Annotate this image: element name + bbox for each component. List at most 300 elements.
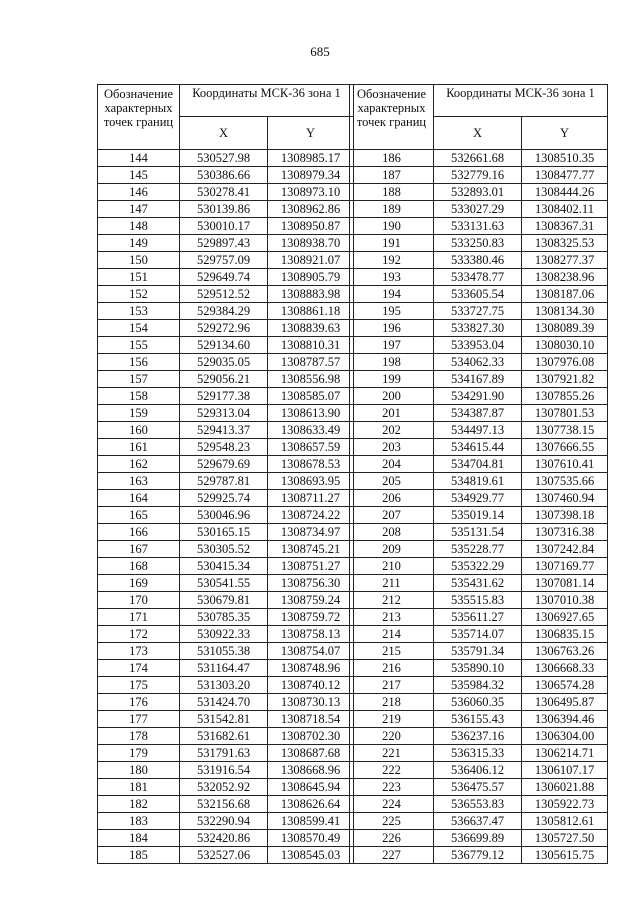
- coordinates-table-right: [349, 84, 608, 864]
- y-coordinate-cell: 1308585.07: [268, 388, 354, 405]
- table-row: [350, 779, 608, 796]
- point-number-cell: 194: [350, 286, 434, 303]
- x-coordinate-cell: 530785.35: [180, 609, 268, 626]
- table-row: [98, 575, 354, 592]
- table-row: [98, 711, 354, 728]
- y-coordinate-cell: 1308030.10: [522, 337, 608, 354]
- x-coordinate-cell: 534387.87: [434, 405, 522, 422]
- y-coordinate-cell: 1308758.13: [268, 626, 354, 643]
- x-coordinate-cell: 530139.86: [180, 201, 268, 218]
- x-coordinate-cell: 531682.61: [180, 728, 268, 745]
- point-number-cell: 192: [350, 252, 434, 269]
- x-coordinate-cell: 529787.81: [180, 473, 268, 490]
- table-row: [98, 779, 354, 796]
- table-row: [98, 592, 354, 609]
- x-coordinate-cell: 529035.05: [180, 354, 268, 371]
- x-coordinate-cell: 536060.35: [434, 694, 522, 711]
- x-coordinate-cell: 534819.61: [434, 473, 522, 490]
- point-number-cell: 219: [350, 711, 434, 728]
- y-coordinate-cell: 1308748.96: [268, 660, 354, 677]
- table-row: [350, 762, 608, 779]
- point-number-cell: 215: [350, 643, 434, 660]
- point-number-cell: 170: [98, 592, 180, 609]
- y-coordinate-cell: 1306304.00: [522, 728, 608, 745]
- y-coordinate-cell: 1308693.95: [268, 473, 354, 490]
- x-coordinate-cell: 529313.04: [180, 405, 268, 422]
- y-coordinate-cell: 1308277.37: [522, 252, 608, 269]
- table-row: [350, 456, 608, 473]
- table-row: [98, 354, 354, 371]
- table-row: [98, 796, 354, 813]
- x-coordinate-cell: 531055.38: [180, 643, 268, 660]
- point-number-cell: 180: [98, 762, 180, 779]
- table-row: [350, 405, 608, 422]
- x-coordinate-cell: 536779.12: [434, 847, 522, 864]
- table-row: [350, 830, 608, 847]
- y-coordinate-cell: 1307801.53: [522, 405, 608, 422]
- x-coordinate-cell: 530278.41: [180, 184, 268, 201]
- y-coordinate-cell: 1308718.54: [268, 711, 354, 728]
- point-number-cell: 147: [98, 201, 180, 218]
- point-number-cell: 209: [350, 541, 434, 558]
- point-number-cell: 224: [350, 796, 434, 813]
- point-number-cell: 195: [350, 303, 434, 320]
- y-coordinate-cell: 1308657.59: [268, 439, 354, 456]
- table-row: [98, 218, 354, 235]
- point-number-cell: 168: [98, 558, 180, 575]
- y-coordinate-cell: 1307738.15: [522, 422, 608, 439]
- x-coordinate-cell: 529679.69: [180, 456, 268, 473]
- x-coordinate-cell: 532290.94: [180, 813, 268, 830]
- y-coordinate-cell: 1307010.38: [522, 592, 608, 609]
- y-coordinate-cell: 1308979.34: [268, 167, 354, 184]
- table-row: [350, 796, 608, 813]
- y-coordinate-cell: 1308556.98: [268, 371, 354, 388]
- y-coordinate-cell: 1307921.82: [522, 371, 608, 388]
- table-row: [350, 388, 608, 405]
- table-row: [350, 643, 608, 660]
- y-coordinate-cell: 1306668.33: [522, 660, 608, 677]
- x-coordinate-cell: 535515.83: [434, 592, 522, 609]
- table-row: [98, 694, 354, 711]
- x-coordinate-cell: 534167.89: [434, 371, 522, 388]
- point-number-cell: 153: [98, 303, 180, 320]
- y-coordinate-cell: 1306394.46: [522, 711, 608, 728]
- x-header: X: [180, 117, 268, 150]
- x-coordinate-cell: 530415.34: [180, 558, 268, 575]
- x-coordinate-cell: 535984.32: [434, 677, 522, 694]
- y-coordinate-cell: 1308740.12: [268, 677, 354, 694]
- x-coordinate-cell: 533250.83: [434, 235, 522, 252]
- table-row: [350, 167, 608, 184]
- x-coordinate-cell: 532052.92: [180, 779, 268, 796]
- x-coordinate-cell: 532779.16: [434, 167, 522, 184]
- y-coordinate-cell: 1308751.27: [268, 558, 354, 575]
- table-row: [98, 847, 354, 864]
- table-row: [350, 728, 608, 745]
- x-coordinate-cell: 531424.70: [180, 694, 268, 711]
- y-header: Y: [522, 117, 608, 150]
- y-coordinate-cell: 1308724.22: [268, 507, 354, 524]
- y-coordinate-cell: 1306495.87: [522, 694, 608, 711]
- point-number-cell: 167: [98, 541, 180, 558]
- point-number-cell: 150: [98, 252, 180, 269]
- x-coordinate-cell: 529384.29: [180, 303, 268, 320]
- x-coordinate-cell: 536699.89: [434, 830, 522, 847]
- y-coordinate-cell: 1308402.11: [522, 201, 608, 218]
- point-number-cell: 157: [98, 371, 180, 388]
- point-number-cell: 159: [98, 405, 180, 422]
- point-number-cell: 169: [98, 575, 180, 592]
- y-coordinate-cell: 1308985.17: [268, 150, 354, 167]
- table-row: [98, 201, 354, 218]
- y-coordinate-cell: 1307855.26: [522, 388, 608, 405]
- table-row: [350, 745, 608, 762]
- table-row: [98, 184, 354, 201]
- coords-header: Координаты МСК-36 зона 1: [180, 85, 354, 117]
- table-row: [98, 439, 354, 456]
- x-coordinate-cell: 529925.74: [180, 490, 268, 507]
- point-number-cell: 226: [350, 830, 434, 847]
- x-coordinate-cell: 533605.54: [434, 286, 522, 303]
- point-number-cell: 190: [350, 218, 434, 235]
- y-coordinate-cell: 1308570.49: [268, 830, 354, 847]
- point-number-cell: 152: [98, 286, 180, 303]
- point-number-cell: 227: [350, 847, 434, 864]
- y-coordinate-cell: 1308810.31: [268, 337, 354, 354]
- point-number-cell: 197: [350, 337, 434, 354]
- point-number-cell: 151: [98, 269, 180, 286]
- table-row: [98, 456, 354, 473]
- table-row: [350, 201, 608, 218]
- table-row: [350, 813, 608, 830]
- table-body-right: [350, 150, 608, 864]
- point-number-cell: 181: [98, 779, 180, 796]
- point-number-cell: 218: [350, 694, 434, 711]
- y-coordinate-cell: 1308921.07: [268, 252, 354, 269]
- point-number-cell: 216: [350, 660, 434, 677]
- x-coordinate-cell: 532661.68: [434, 150, 522, 167]
- x-coordinate-cell: 534062.33: [434, 354, 522, 371]
- y-coordinate-cell: 1307610.41: [522, 456, 608, 473]
- x-coordinate-cell: 533131.63: [434, 218, 522, 235]
- coordinates-table-left: [97, 84, 354, 864]
- y-coordinate-cell: 1308678.53: [268, 456, 354, 473]
- x-coordinate-cell: 536553.83: [434, 796, 522, 813]
- point-number-cell: 196: [350, 320, 434, 337]
- table-row: [350, 354, 608, 371]
- point-number-cell: 211: [350, 575, 434, 592]
- y-coordinate-cell: 1308754.07: [268, 643, 354, 660]
- y-coordinate-cell: 1308134.30: [522, 303, 608, 320]
- y-coordinate-cell: 1308626.64: [268, 796, 354, 813]
- x-coordinate-cell: 531542.81: [180, 711, 268, 728]
- point-number-cell: 165: [98, 507, 180, 524]
- x-coordinate-cell: 530922.33: [180, 626, 268, 643]
- table-row: [98, 422, 354, 439]
- point-header: Обозначение характерных точек границ: [350, 85, 434, 150]
- point-number-cell: 221: [350, 745, 434, 762]
- point-number-cell: 161: [98, 439, 180, 456]
- table-row: [98, 609, 354, 626]
- x-coordinate-cell: 529897.43: [180, 235, 268, 252]
- x-coordinate-cell: 534929.77: [434, 490, 522, 507]
- table-row: [98, 745, 354, 762]
- x-coordinate-cell: 536155.43: [434, 711, 522, 728]
- y-coordinate-cell: 1308367.31: [522, 218, 608, 235]
- table-row: [350, 660, 608, 677]
- point-number-cell: 189: [350, 201, 434, 218]
- point-number-cell: 185: [98, 847, 180, 864]
- table-row: [350, 592, 608, 609]
- table-row: [350, 541, 608, 558]
- coords-header: Координаты МСК-36 зона 1: [434, 85, 608, 117]
- y-coordinate-cell: 1308668.96: [268, 762, 354, 779]
- point-number-cell: 208: [350, 524, 434, 541]
- y-coordinate-cell: 1306214.71: [522, 745, 608, 762]
- point-number-cell: 200: [350, 388, 434, 405]
- x-coordinate-cell: 532420.86: [180, 830, 268, 847]
- table-row: [98, 337, 354, 354]
- x-coordinate-cell: 529649.74: [180, 269, 268, 286]
- point-number-cell: 154: [98, 320, 180, 337]
- table-row: [350, 711, 608, 728]
- y-coordinate-cell: 1308325.53: [522, 235, 608, 252]
- point-number-cell: 207: [350, 507, 434, 524]
- table-row: [350, 218, 608, 235]
- y-coordinate-cell: 1308545.03: [268, 847, 354, 864]
- x-coordinate-cell: 531164.47: [180, 660, 268, 677]
- point-number-cell: 220: [350, 728, 434, 745]
- point-number-cell: 186: [350, 150, 434, 167]
- table-row: [350, 609, 608, 626]
- table-row: [98, 167, 354, 184]
- x-coordinate-cell: 534704.81: [434, 456, 522, 473]
- point-number-cell: 160: [98, 422, 180, 439]
- point-number-cell: 162: [98, 456, 180, 473]
- point-number-cell: 155: [98, 337, 180, 354]
- table-row: [350, 524, 608, 541]
- y-coordinate-cell: 1307081.14: [522, 575, 608, 592]
- x-coordinate-cell: 535322.29: [434, 558, 522, 575]
- table-row: [350, 337, 608, 354]
- table-row: [98, 490, 354, 507]
- table-row: [98, 643, 354, 660]
- point-number-cell: 210: [350, 558, 434, 575]
- x-coordinate-cell: 530046.96: [180, 507, 268, 524]
- table-row: [350, 439, 608, 456]
- table-row: [350, 507, 608, 524]
- table-row: [98, 524, 354, 541]
- table-row: [350, 150, 608, 167]
- y-coordinate-cell: 1306927.65: [522, 609, 608, 626]
- point-number-cell: 175: [98, 677, 180, 694]
- x-coordinate-cell: 535791.34: [434, 643, 522, 660]
- x-coordinate-cell: 536475.57: [434, 779, 522, 796]
- table-row: [350, 694, 608, 711]
- point-number-cell: 201: [350, 405, 434, 422]
- y-coordinate-cell: 1306021.88: [522, 779, 608, 796]
- table-row: [350, 677, 608, 694]
- table-row: [350, 371, 608, 388]
- point-number-cell: 217: [350, 677, 434, 694]
- table-row: [98, 677, 354, 694]
- point-number-cell: 188: [350, 184, 434, 201]
- x-coordinate-cell: 533478.77: [434, 269, 522, 286]
- y-coordinate-cell: 1308839.63: [268, 320, 354, 337]
- point-number-cell: 223: [350, 779, 434, 796]
- table-row: [98, 541, 354, 558]
- x-coordinate-cell: 536637.47: [434, 813, 522, 830]
- table-row: [98, 762, 354, 779]
- table-row: [350, 473, 608, 490]
- y-coordinate-cell: 1307976.08: [522, 354, 608, 371]
- x-coordinate-cell: 533953.04: [434, 337, 522, 354]
- point-number-cell: 146: [98, 184, 180, 201]
- x-coordinate-cell: 530386.66: [180, 167, 268, 184]
- table-row: [98, 388, 354, 405]
- table-row: [98, 507, 354, 524]
- table-row: [98, 269, 354, 286]
- y-coordinate-cell: 1305922.73: [522, 796, 608, 813]
- point-number-cell: 179: [98, 745, 180, 762]
- y-coordinate-cell: 1308730.13: [268, 694, 354, 711]
- point-number-cell: 203: [350, 439, 434, 456]
- point-number-cell: 193: [350, 269, 434, 286]
- point-number-cell: 184: [98, 830, 180, 847]
- point-number-cell: 174: [98, 660, 180, 677]
- y-coordinate-cell: 1306574.28: [522, 677, 608, 694]
- table-row: [350, 847, 608, 864]
- point-number-cell: 166: [98, 524, 180, 541]
- point-number-cell: 202: [350, 422, 434, 439]
- point-number-cell: 163: [98, 473, 180, 490]
- point-number-cell: 214: [350, 626, 434, 643]
- table-row: [98, 286, 354, 303]
- x-coordinate-cell: 534615.44: [434, 439, 522, 456]
- x-coordinate-cell: 530010.17: [180, 218, 268, 235]
- x-coordinate-cell: 536406.12: [434, 762, 522, 779]
- x-coordinate-cell: 535714.07: [434, 626, 522, 643]
- point-number-cell: 183: [98, 813, 180, 830]
- table-row: [98, 150, 354, 167]
- y-coordinate-cell: 1305812.61: [522, 813, 608, 830]
- table-row: [350, 184, 608, 201]
- y-coordinate-cell: 1307666.55: [522, 439, 608, 456]
- y-coordinate-cell: 1308759.24: [268, 592, 354, 609]
- x-coordinate-cell: 535131.54: [434, 524, 522, 541]
- point-number-cell: 182: [98, 796, 180, 813]
- x-coordinate-cell: 529757.09: [180, 252, 268, 269]
- x-coordinate-cell: 531916.54: [180, 762, 268, 779]
- table-row: [98, 320, 354, 337]
- y-coordinate-cell: 1308187.06: [522, 286, 608, 303]
- point-number-cell: 178: [98, 728, 180, 745]
- y-coordinate-cell: 1308613.90: [268, 405, 354, 422]
- y-coordinate-cell: 1305615.75: [522, 847, 608, 864]
- table-row: [98, 473, 354, 490]
- y-coordinate-cell: 1306835.15: [522, 626, 608, 643]
- y-coordinate-cell: 1308950.87: [268, 218, 354, 235]
- y-coordinate-cell: 1308599.41: [268, 813, 354, 830]
- table-row: [98, 830, 354, 847]
- x-header: X: [434, 117, 522, 150]
- y-coordinate-cell: 1308687.68: [268, 745, 354, 762]
- y-coordinate-cell: 1307242.84: [522, 541, 608, 558]
- table-row: [350, 303, 608, 320]
- x-coordinate-cell: 531791.63: [180, 745, 268, 762]
- table-row: [350, 252, 608, 269]
- table-row: [98, 252, 354, 269]
- table-row: [98, 235, 354, 252]
- table-row: [98, 813, 354, 830]
- table-row: [98, 405, 354, 422]
- y-coordinate-cell: 1308756.30: [268, 575, 354, 592]
- x-coordinate-cell: 530541.55: [180, 575, 268, 592]
- table-row: [350, 286, 608, 303]
- x-coordinate-cell: 534291.90: [434, 388, 522, 405]
- x-coordinate-cell: 532527.06: [180, 847, 268, 864]
- point-number-cell: 173: [98, 643, 180, 660]
- y-coordinate-cell: 1308745.21: [268, 541, 354, 558]
- x-coordinate-cell: 529548.23: [180, 439, 268, 456]
- table-row: [350, 626, 608, 643]
- point-number-cell: 204: [350, 456, 434, 473]
- y-coordinate-cell: 1308711.27: [268, 490, 354, 507]
- point-number-cell: 149: [98, 235, 180, 252]
- y-coordinate-cell: 1308962.86: [268, 201, 354, 218]
- point-number-cell: 191: [350, 235, 434, 252]
- point-number-cell: 148: [98, 218, 180, 235]
- y-coordinate-cell: 1307460.94: [522, 490, 608, 507]
- y-coordinate-cell: 1308633.49: [268, 422, 354, 439]
- point-number-cell: 176: [98, 694, 180, 711]
- point-number-cell: 222: [350, 762, 434, 779]
- y-coordinate-cell: 1305727.50: [522, 830, 608, 847]
- point-number-cell: 171: [98, 609, 180, 626]
- table-row: [350, 558, 608, 575]
- point-number-cell: 158: [98, 388, 180, 405]
- point-header: Обозначение характерных точек границ: [98, 85, 180, 150]
- y-coordinate-cell: 1308477.77: [522, 167, 608, 184]
- point-number-cell: 145: [98, 167, 180, 184]
- table-row: [350, 422, 608, 439]
- x-coordinate-cell: 536315.33: [434, 745, 522, 762]
- y-coordinate-cell: 1307169.77: [522, 558, 608, 575]
- x-coordinate-cell: 535228.77: [434, 541, 522, 558]
- y-coordinate-cell: 1307316.38: [522, 524, 608, 541]
- point-number-cell: 199: [350, 371, 434, 388]
- point-number-cell: 198: [350, 354, 434, 371]
- table-row: [98, 626, 354, 643]
- point-number-cell: 187: [350, 167, 434, 184]
- point-number-cell: 212: [350, 592, 434, 609]
- y-coordinate-cell: 1308734.97: [268, 524, 354, 541]
- y-coordinate-cell: 1308861.18: [268, 303, 354, 320]
- x-coordinate-cell: 529272.96: [180, 320, 268, 337]
- y-coordinate-cell: 1308238.96: [522, 269, 608, 286]
- point-number-cell: 144: [98, 150, 180, 167]
- x-coordinate-cell: 535019.14: [434, 507, 522, 524]
- y-coordinate-cell: 1306107.17: [522, 762, 608, 779]
- y-coordinate-cell: 1308883.98: [268, 286, 354, 303]
- page-number: 685: [310, 44, 330, 59]
- x-coordinate-cell: 536237.16: [434, 728, 522, 745]
- table-row: [350, 575, 608, 592]
- y-coordinate-cell: 1308645.94: [268, 779, 354, 796]
- y-coordinate-cell: 1308905.79: [268, 269, 354, 286]
- y-coordinate-cell: 1308759.72: [268, 609, 354, 626]
